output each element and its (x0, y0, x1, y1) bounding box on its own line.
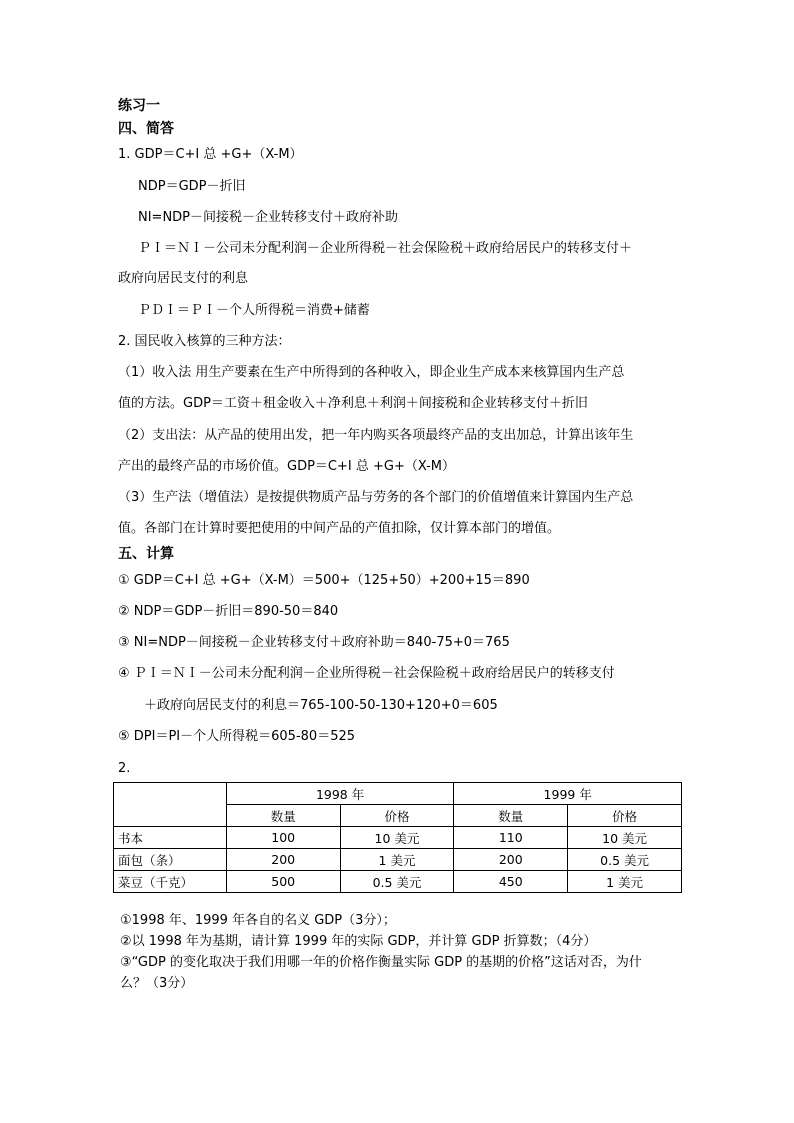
table-cell: 450 (454, 871, 568, 893)
table-cell: 1 美元 (568, 871, 682, 893)
table-cell: 1 美元 (340, 849, 454, 871)
table-cell: 200 (226, 849, 340, 871)
answer-line: 产出的最终产品的市场价值。GDP＝C+I 总 +G+（X-M） (118, 459, 456, 474)
table-cell: 0.5 美元 (340, 871, 454, 893)
calc-line: ⑤ DPI＝PI－个人所得税＝605-80＝525 (118, 729, 356, 744)
calc-line: ③ NI=NDP－间接税－企业转移支付＋政府补助＝840-75+0＝765 (118, 635, 510, 650)
table-cell: 110 (454, 827, 568, 849)
price-quantity-table (113, 782, 682, 893)
calc-line: ② NDP＝GDP－折旧＝890-50＝840 (118, 604, 339, 619)
section-heading-short-answer: 四、简答 (118, 121, 174, 137)
row-label: 面包（条） (114, 849, 227, 871)
section-heading-calculation: 五、计算 (118, 546, 174, 562)
row-label: 书本 (114, 827, 227, 849)
table-header-row (114, 783, 682, 805)
question-line: ③“GDP 的变化取决于我们用哪一年的价格作衡量实际 GDP 的基期的价格”这话对否，为什 (120, 955, 642, 970)
answer-line: ＰＩ＝ＮＩ－公司未分配利润－企业所得税－社会保险税＋政府给居民户的转移支付＋ (138, 241, 633, 256)
table-year-header: 1998 年 (226, 783, 454, 805)
table-cell: 10 美元 (340, 827, 454, 849)
calc-line: ① GDP＝C+I 总 +G+（X-M）＝500+（125+50）+200+15＝890 (118, 573, 530, 588)
table-cell: 10 美元 (568, 827, 682, 849)
calc-line: 2. (118, 761, 131, 776)
answer-line: （2）支出法：从产品的使用出发，把一年内购买各项最终产品的支出加总，计算出该年生 (118, 428, 634, 443)
answer-line: 政府向居民支付的利息 (118, 271, 249, 286)
answer-line: 1. GDP＝C+I 总 +G+（X-M） (118, 147, 303, 162)
calc-line: ④ ＰＩ＝ＮＩ－公司未分配利润－企业所得税－社会保险税＋政府给居民户的转移支付 (118, 666, 615, 681)
answer-line: （1）收入法 用生产要素在生产中所得到的各种收入，即企业生产成本来核算国内生产总 (118, 365, 625, 380)
table-row (114, 827, 682, 849)
calc-line: ＋政府向居民支付的利息＝765-100-50-130+120+0＝605 (144, 698, 498, 713)
table-subheader: 数量 (454, 805, 568, 827)
table-subheader: 价格 (340, 805, 454, 827)
table-cell: 0.5 美元 (568, 849, 682, 871)
table-cell: 200 (454, 849, 568, 871)
table-year-header: 1999 年 (454, 783, 682, 805)
table-row (114, 871, 682, 893)
table-cell: 500 (226, 871, 340, 893)
table-cell: 100 (226, 827, 340, 849)
answer-line: 2. 国民收入核算的三种方法： (118, 334, 291, 349)
answer-line: （3）生产法（增值法）是按提供物质产品与劳务的各个部门的价值增值来计算国内生产总 (118, 490, 634, 505)
table-corner-cell (114, 783, 227, 827)
answer-line: 值。各部门在计算时要把使用的中间产品的产值扣除，仅计算本部门的增值。 (118, 521, 561, 536)
table-subheader: 数量 (226, 805, 340, 827)
question-line: 么？（3分） (120, 976, 194, 991)
answer-line: NDP＝GDP－折旧 (138, 179, 246, 194)
question-line: ②以 1998 年为基期，请计算 1999 年的实际 GDP，并计算 GDP 折算数；（4分） (120, 934, 597, 949)
question-line: ①1998 年、1999 年各自的名义 GDP（3分）； (120, 913, 396, 928)
table-row (114, 849, 682, 871)
table-subheader: 价格 (568, 805, 682, 827)
row-label: 菜豆（千克） (114, 871, 227, 893)
answer-line: 值的方法。GDP＝工资＋租金收入＋净利息＋利润＋间接税和企业转移支付＋折旧 (118, 396, 588, 411)
answer-line: NI=NDP－间接税－企业转移支付＋政府补助 (138, 210, 399, 225)
answer-line: ＰＤＩ＝ＰＩ－个人所得税＝消费+储蓄 (138, 303, 370, 318)
exercise-title: 练习一 (118, 98, 160, 114)
